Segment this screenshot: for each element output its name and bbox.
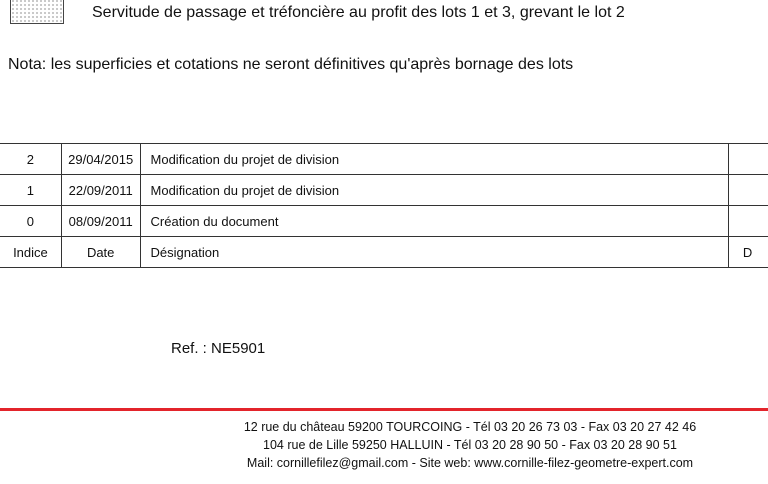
revisions-table (0, 143, 768, 268)
servitude-legend-text: Servitude de passage et tréfoncière au profit des lots 1 et 3, grevant le lot 2 (92, 4, 625, 21)
footer-contact (170, 418, 768, 472)
footer-tourcoing-address: 12 rue du château 59200 TOURCOING - Tél 03 20 26 73 03 - Fax 03 20 27 42 46 (243, 420, 697, 434)
table-row (0, 175, 768, 206)
footer-halluin-address: 104 rue de Lille 59250 HALLUIN - Tél 03 20 28 90 50 - Fax 03 20 28 90 51 (263, 438, 677, 452)
table-header-row (0, 237, 768, 268)
header-extra: D (728, 237, 768, 268)
designation-cell: Création du document (140, 206, 728, 237)
date-cell: 29/04/2015 (61, 144, 140, 175)
table-row (0, 144, 768, 175)
extra-cell (728, 206, 768, 237)
footer-divider (0, 408, 768, 411)
table-row (0, 206, 768, 237)
extra-cell (728, 175, 768, 206)
date-cell: 22/09/2011 (61, 175, 140, 206)
reference-number: Ref. : NE5901 (171, 340, 266, 357)
indice-cell: 1 (0, 175, 61, 206)
header-designation: Désignation (140, 237, 728, 268)
header-indice: Indice (0, 237, 61, 268)
indice-cell: 0 (0, 206, 61, 237)
header-date: Date (61, 237, 140, 268)
indice-cell: 2 (0, 144, 61, 175)
nota-text: Nota: les superficies et cotations ne seront définitives qu'après bornage des lots (8, 56, 574, 73)
designation-cell: Modification du projet de division (140, 144, 728, 175)
servitude-hatch-swatch (10, 0, 64, 24)
date-cell: 08/09/2011 (61, 206, 140, 237)
designation-cell: Modification du projet de division (140, 175, 728, 206)
footer-mail-website: Mail: cornillefilez@gmail.com - Site web: www.cornille-filez-geometre-expert.com (246, 456, 694, 470)
extra-cell (728, 144, 768, 175)
